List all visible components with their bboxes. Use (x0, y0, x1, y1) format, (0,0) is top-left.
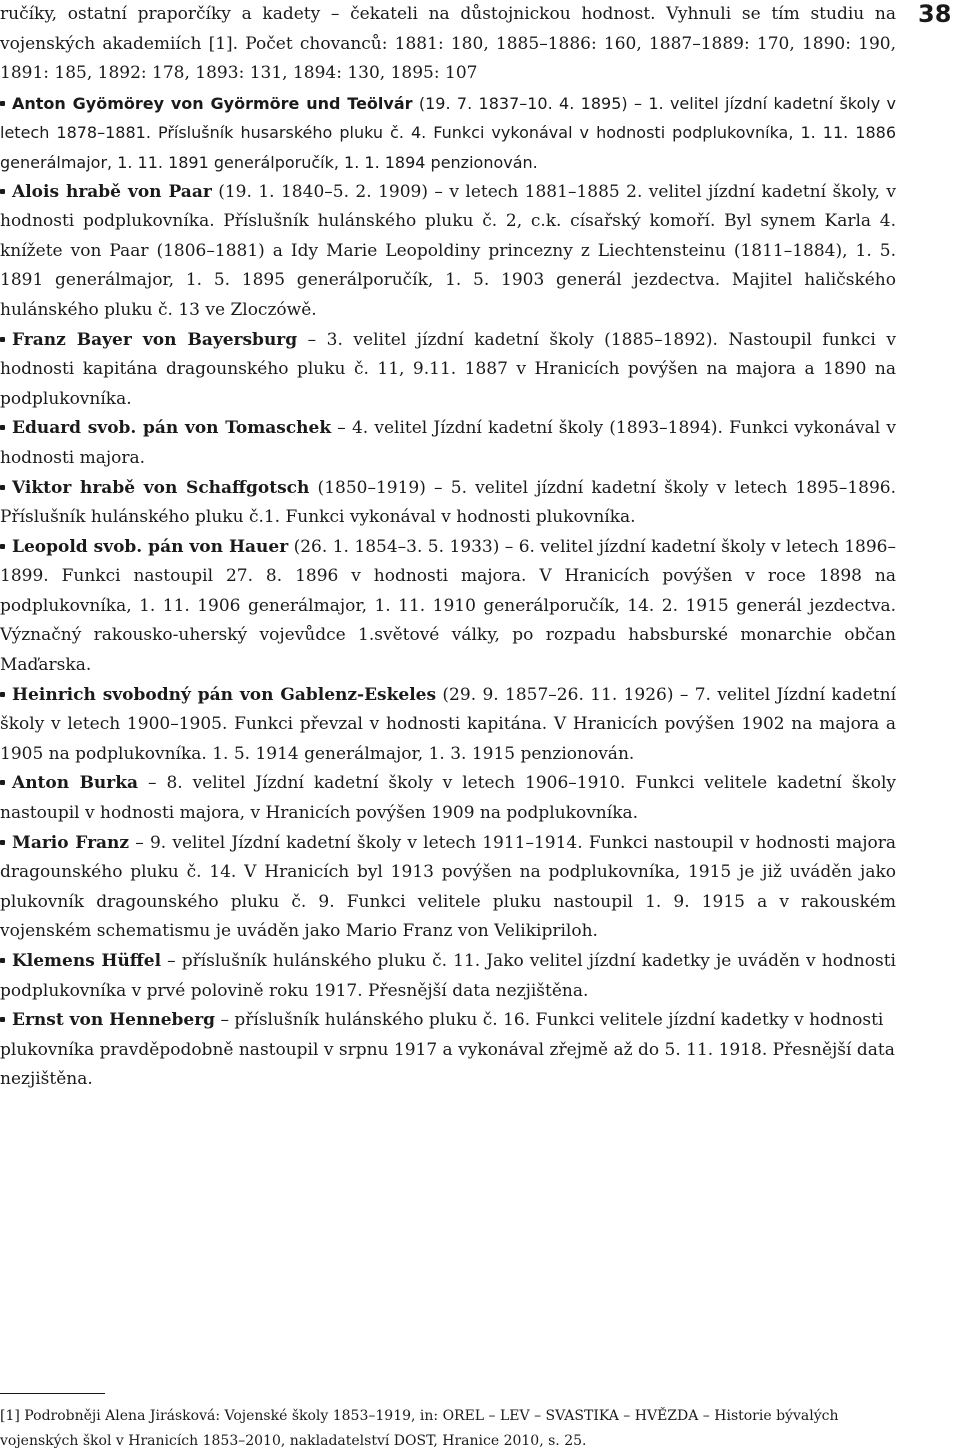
entry-bayer (0, 326, 896, 415)
entry-name: Viktor hrabě von Schaffgotsch (12, 477, 310, 498)
entry-name: Mario Franz (12, 832, 130, 853)
bullet-icon (0, 425, 5, 430)
entry-name: Klemens Hüffel (12, 951, 162, 971)
bullet-icon (0, 780, 5, 785)
page-number: 38 (918, 0, 952, 28)
entry-text: (19. 1. 1840–5. 2. 1909) – v letech 1881–1885 2. velitel jízdní kadetní školy, v hodnosti podplukovníka. Příslušník hulánského pluku č. 2, c.k. císařský komoří. Byl synem Karla 4. knížete von Paar (1806–1881) a Idy Marie Leopoldiny princezny z Liechtensteinu (1811–1884), 1. 5. 1891 generálmajor, 1. 5. 1895 generálporučík, 1. 5. 1903 generál jezdectva. Majitel haličského hulánského pluku č. 13 ve Zloczówě. (0, 181, 896, 320)
bullet-icon (0, 544, 5, 549)
bullet-icon (0, 337, 5, 342)
entry-text: – 4. velitel Jízdní kadetní školy (1893–1894). Funkci vykonával v hodnosti majora. (0, 418, 896, 468)
entry-name: Leopold svob. pán von Hauer (12, 536, 289, 557)
footnote-divider (0, 1393, 105, 1394)
entry-gablenz (0, 681, 896, 770)
entry-text: – příslušník hulánského pluku č. 16. Funkci velitele jízdní kadetky v hodnosti plukovníka pravděpodobně nastoupil v srpnu 1917 a vykonával zřejmě až do 5. 11. 1918. Přesnější data nezjištěna. (0, 1010, 895, 1090)
bullet-icon (0, 840, 5, 845)
entry-huffel (0, 947, 896, 1006)
entry-text: – 9. velitel Jízdní kadetní školy v letech 1911–1914. Funkci nastoupil v hodnosti majora dragounského pluku č. 14. V Hranicích byl 1913 povýšen na podplukovníka, 1915 je již uváděn jako plukovník dragounského pluku č. 9. Funkci velitele pluku nastoupil 1. 9. 1915 a v rakouském vojenském schematismu je uváděn jako Mario Franz von Velikipriloh. (0, 832, 896, 942)
entry-text: – 8. velitel Jízdní kadetní školy v letech 1906–1910. Funkci velitele kadetní školy nastoupil v hodnosti majora, v Hranicích povýšen 1909 na podplukovníka. (0, 773, 896, 824)
entry-name: Franz Bayer von Bayersburg (12, 329, 298, 350)
entry-text: – příslušník hulánského pluku č. 11. Jako velitel jízdní kadetky je uváděn v hodnosti podplukovníka v prvé polovině roku 1917. Přesnější data nezjištěna. (0, 951, 896, 1001)
entry-name: Ernst von Henneberg (12, 1010, 216, 1031)
entry-text: (19. 7. 1837–10. 4. 1895) – 1. velitel jízdní kadetní školy v letech 1878–1881. Příslušník husarského pluku č. 4. Funkci vykonával v hodnosti podplukovníka, 1. 11. 1886 generálmajor, 1. 11. 1891 generálporučík, 1. 1. 1894 penzionován. (0, 93, 896, 172)
bullet-icon (0, 189, 5, 194)
entry-paar (0, 178, 896, 326)
entry-burka (0, 769, 896, 828)
intro-paragraph: ručíky, ostatní praporčíky a kadety – čekateli na důstojnickou hodnost. Vyhnuli se tím studiu na vojenských akademiích [1]. Počet chovanců: 1881: 180, 1885–1886: 160, 1887–1889: 170, 1890: 190, 1891: 185, 1892: 178, 1893: 131, 1894: 130, 1895: 107 (0, 4, 896, 84)
bullet-icon (0, 692, 5, 697)
bullet-icon (0, 101, 5, 106)
entry-name: Anton Gyömörey von Györmöre und Teölvár (12, 93, 413, 113)
entry-hauer (0, 533, 896, 681)
entry-name: Anton Burka (12, 773, 139, 794)
bullet-icon (0, 485, 5, 490)
footnote: [1] Podrobněji Alena Jirásková: Vojenské školy 1853–1919, in: OREL – LEV – SVASTIKA – HVĚZDA – Historie bývalých vojenských škol v Hranicích 1853–2010, nakladatelství DOST, Hranice 2010, s. 25. (0, 1408, 839, 1449)
entry-name: Eduard svob. pán von Tomaschek (12, 418, 332, 439)
entry-henneberg (0, 1006, 896, 1095)
entry-gyomorey (0, 89, 896, 178)
bullet-icon (0, 1017, 5, 1022)
entry-schaffgotsch (0, 474, 896, 533)
entry-text: (26. 1. 1854–3. 5. 1933) – 6. velitel jízdní kadetní školy v letech 1896–1899. Funkci nastoupil 27. 8. 1896 v hodnosti majora. V Hranicích povýšen v roce 1898 na podplukovníka, 1. 11. 1906 generálmajor, 1. 11. 1910 generálporučík, 14. 2. 1915 generál jezdectva. Význačný rakousko-uherský vojevůdce 1.světové války, po rozpadu habsburské monarchie občan Maďarska. (0, 536, 896, 676)
entry-name: Alois hrabě von Paar (12, 181, 212, 202)
entry-text: (1850–1919) – 5. velitel jízdní kadetní školy v letech 1895–1896. Příslušník hulánského pluku č.1. Funkci vykonával v hodnosti plukovníka. (0, 477, 896, 528)
entry-franz (0, 829, 896, 947)
entry-tomaschek (0, 414, 896, 473)
entry-name: Heinrich svobodný pán von Gablenz-Eskeles (12, 684, 437, 705)
entry-text: (29. 9. 1857–26. 11. 1926) – 7. velitel Jízdní kadetní školy v letech 1900–1905. Funkci převzal v hodnosti kapitána. V Hranicích povýšen 1902 na majora a 1905 na podplukovníka. 1. 5. 1914 generálmajor, 1. 3. 1915 penzionován. (0, 684, 897, 764)
entry-text: – 3. velitel jízdní kadetní školy (1885–1892). Nastoupil funkci v hodnosti kapitána dragounského pluku č. 11, 9.11. 1887 v Hranicích povýšen na majora a 1890 na podplukovníka. (0, 329, 896, 409)
bullet-icon (0, 958, 5, 963)
